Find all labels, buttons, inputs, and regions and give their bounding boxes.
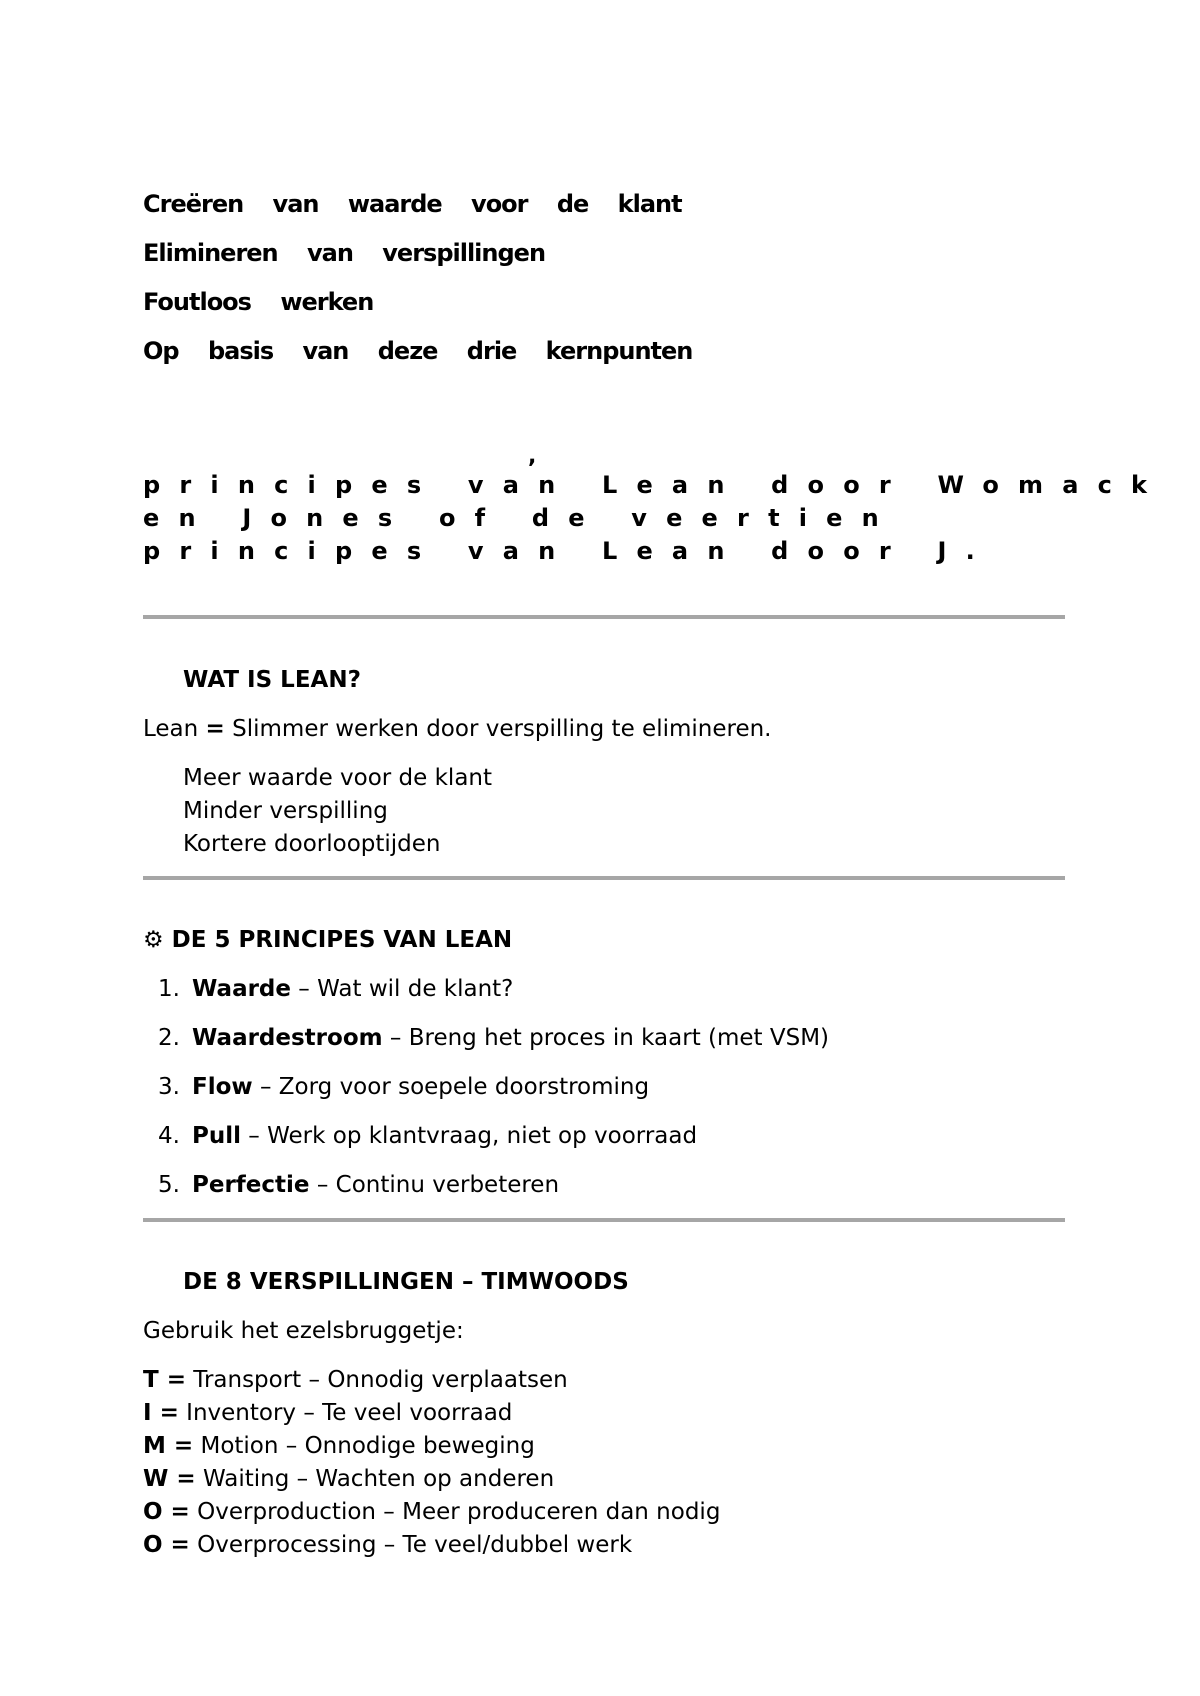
list-key: I = xyxy=(143,1400,179,1426)
stray-comma: , xyxy=(528,444,537,469)
list-desc: – Zorg voor soepele doorstroming xyxy=(252,1074,650,1100)
list-item xyxy=(143,1433,535,1459)
definition xyxy=(143,716,771,742)
gear-icon: ⚙ xyxy=(143,927,164,953)
intro-line: Elimineren van verspillingen xyxy=(143,239,546,267)
list-number: 2. xyxy=(158,1025,180,1051)
list-key: W = xyxy=(143,1466,196,1492)
list-term: Waardestroom xyxy=(192,1025,383,1051)
definition-equals: = xyxy=(205,716,225,742)
list-key: M = xyxy=(143,1433,194,1459)
list-number: 4. xyxy=(158,1123,180,1149)
list-term: Pull xyxy=(192,1123,241,1149)
list-item xyxy=(143,1466,554,1492)
list-desc: – Breng het proces in kaart (met VSM) xyxy=(382,1025,830,1051)
section-heading: DE 5 PRINCIPES VAN LEAN xyxy=(171,927,513,953)
list-item: Meer waarde voor de klant xyxy=(183,765,493,791)
list-desc: – Continu verbeteren xyxy=(309,1172,560,1198)
list-key: O = xyxy=(143,1499,190,1525)
list-term: Perfectie xyxy=(192,1172,310,1198)
list-number: 3. xyxy=(158,1074,180,1100)
list-desc: Overproduction – Meer produceren dan nodig xyxy=(189,1499,721,1525)
spaced-line: en Jones of de veertien xyxy=(143,504,898,532)
list-term: Flow xyxy=(192,1074,253,1100)
list-key: T = xyxy=(143,1367,186,1393)
list-desc: Overprocessing – Te veel/dubbel werk xyxy=(189,1532,633,1558)
list-item: Minder verspilling xyxy=(183,798,388,824)
list-desc: Transport – Onnodig verplaatsen xyxy=(185,1367,568,1393)
list-item xyxy=(143,976,513,1002)
list-number: 1. xyxy=(158,976,180,1002)
section-divider xyxy=(143,876,1065,880)
list-item xyxy=(143,1074,649,1100)
list-term: Waarde xyxy=(192,976,291,1002)
spaced-line: principes van Lean door J. xyxy=(143,537,994,565)
intro-line: Op basis van deze drie kernpunten xyxy=(143,337,693,365)
section-heading-principes xyxy=(143,927,512,953)
section-heading: DE 8 VERSPILLINGEN – TIMWOODS xyxy=(183,1269,629,1295)
definition-text: Slimmer werken door verspilling te elimineren. xyxy=(232,716,772,742)
intro-line: Foutloos werken xyxy=(143,288,374,316)
list-desc: – Werk op klantvraag, niet op voorraad xyxy=(241,1123,698,1149)
list-desc: Waiting – Wachten op anderen xyxy=(195,1466,555,1492)
list-desc: Inventory – Te veel voorraad xyxy=(178,1400,513,1426)
list-desc: Motion – Onnodige beweging xyxy=(193,1433,535,1459)
list-key: O = xyxy=(143,1532,190,1558)
list-item xyxy=(143,1532,632,1558)
paragraph: Gebruik het ezelsbruggetje: xyxy=(143,1318,464,1344)
list-item xyxy=(143,1123,697,1149)
section-heading: WAT IS LEAN? xyxy=(183,667,361,693)
list-item: Kortere doorlooptijden xyxy=(183,831,441,857)
spaced-line: principes van Lean door Womack xyxy=(143,471,1167,499)
list-item xyxy=(143,1025,829,1051)
list-item xyxy=(143,1499,720,1525)
list-number: 5. xyxy=(158,1172,180,1198)
intro-line: Creëren van waarde voor de klant xyxy=(143,190,682,218)
list-item xyxy=(143,1367,568,1393)
definition-term: Lean xyxy=(143,716,199,742)
section-divider xyxy=(143,615,1065,619)
list-item xyxy=(143,1172,559,1198)
list-desc: – Wat wil de klant? xyxy=(291,976,514,1002)
list-item xyxy=(143,1400,512,1426)
section-divider xyxy=(143,1218,1065,1222)
